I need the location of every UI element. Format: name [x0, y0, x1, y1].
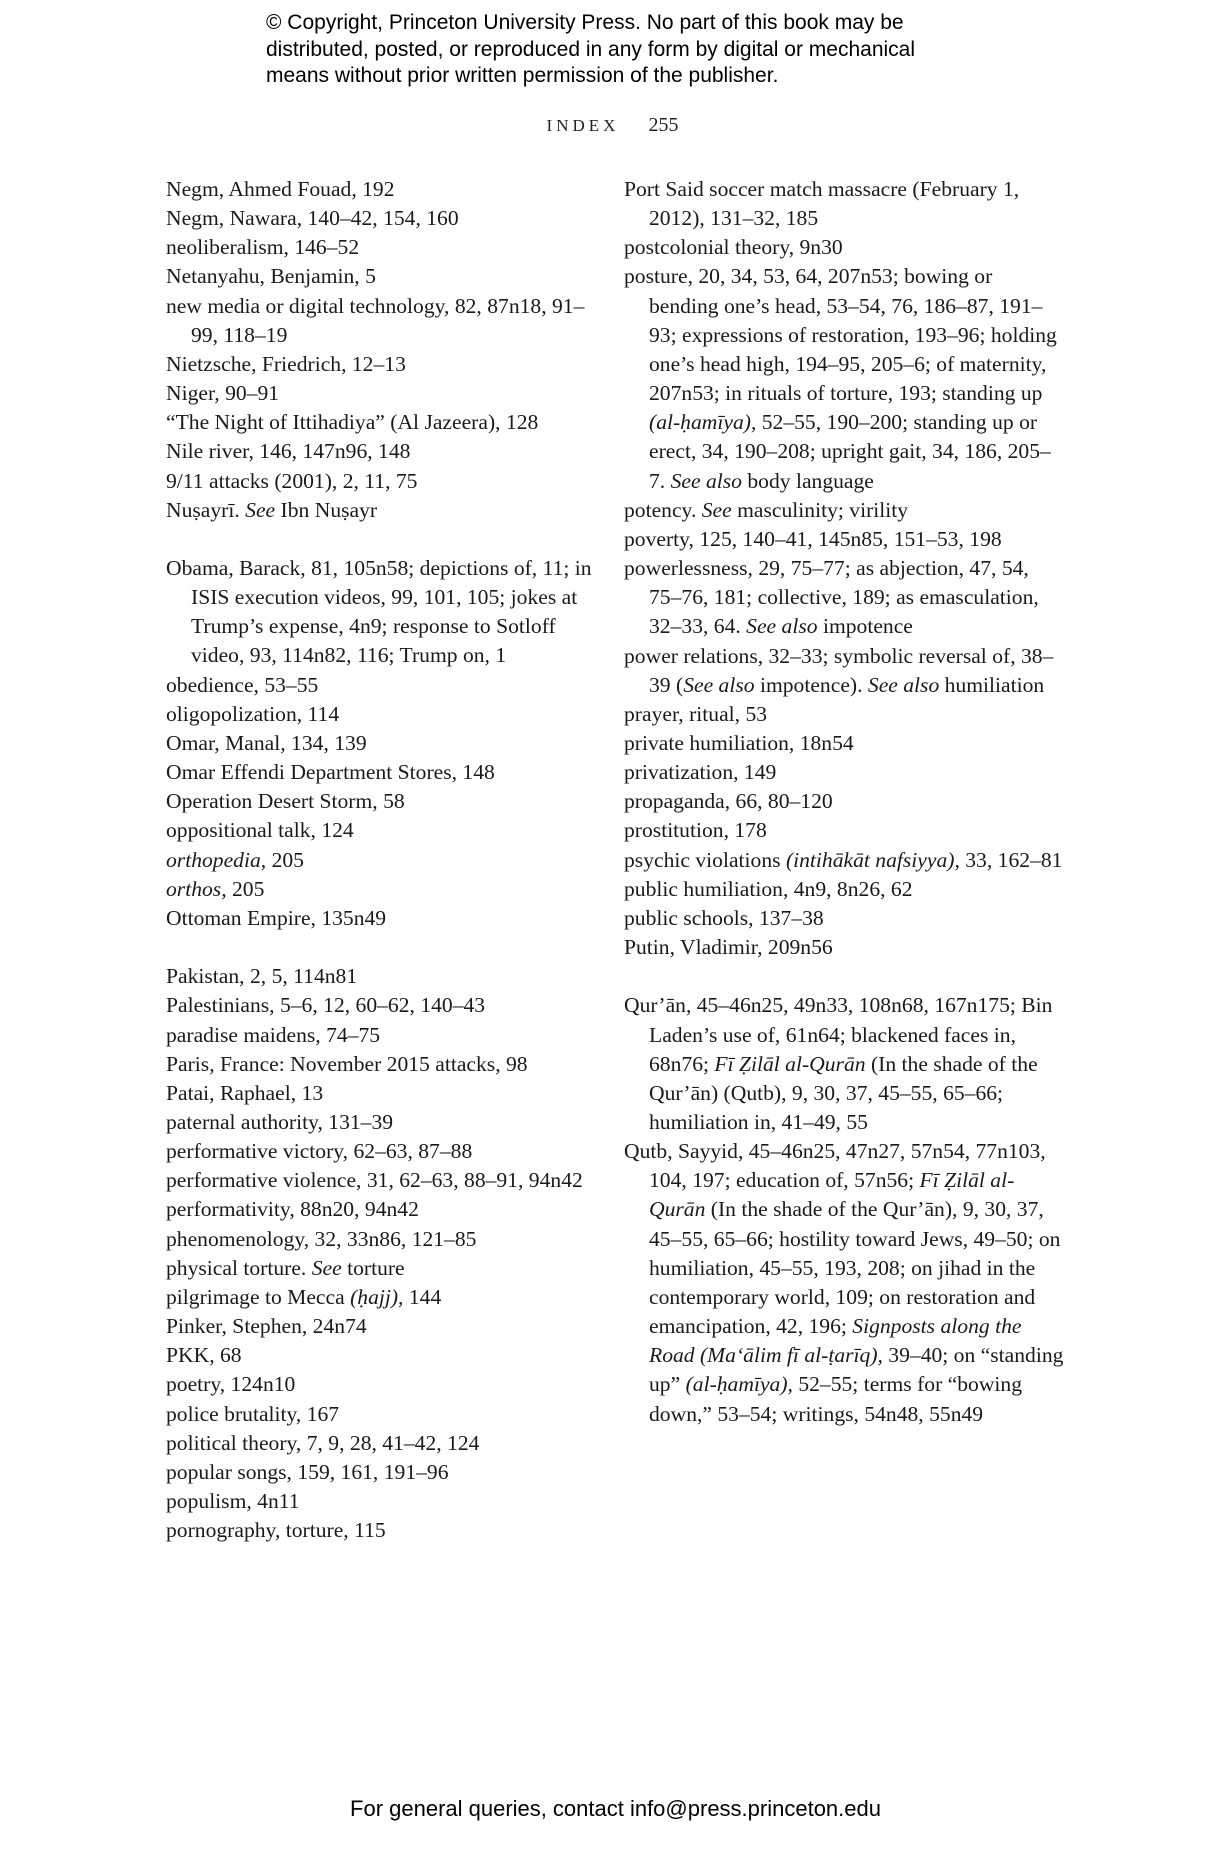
index-entry: poverty, 125, 140–41, 145n85, 151–53, 198	[624, 526, 1002, 551]
index-entry: Negm, Nawara, 140–42, 154, 160	[166, 206, 459, 231]
index-entry: powerlessness, 29, 75–77; as abjection, 47, 54, 75–76, 181; collective, 189; as emasculation, 32–33, 64. See also impotence	[624, 556, 1039, 639]
index-entry: Operation Desert Storm, 58	[166, 789, 405, 814]
index-entry: Nietzsche, Friedrich, 12–13	[166, 351, 406, 376]
index-entry: Paris, France: November 2015 attacks, 98	[166, 1051, 528, 1076]
index-entry: Pakistan, 2, 5, 114n81	[166, 964, 358, 989]
index-entry: posture, 20, 34, 53, 64, 207n53; bowing or bending one’s head, 53–54, 76, 186–87, 191–93; expressions of restoration, 193–96; holding one’s head high, 194–95, 205–6; of maternity, 207n53; in rituals of torture, 193; standing up (al-ḥamīya), 52–55, 190–200; standing up or erect, 34, 190–208; upright gait, 34, 186, 205–7. See also body language	[624, 264, 1057, 493]
index-entry: Nile river, 146, 147n96, 148	[166, 439, 411, 464]
index-entry: phenomenology, 32, 33n86, 121–85	[166, 1226, 477, 1251]
index-entry: obedience, 53–55	[166, 672, 319, 697]
copyright-line: © Copyright, Princeton University Press. No part of this book may be	[266, 11, 904, 34]
index-entry: privatization, 149	[624, 760, 777, 785]
index-entry: propaganda, 66, 80–120	[624, 789, 833, 814]
index-entry: psychic violations (intihākāt nafsiyya), 33, 162–81	[624, 847, 1063, 872]
index-entry: pilgrimage to Mecca (ḥajj), 144	[166, 1284, 442, 1309]
index-entry: new media or digital technology, 82, 87n18, 91–99, 118–19	[166, 293, 585, 347]
index-entry: performative violence, 31, 62–63, 88–91, 94n42	[166, 1168, 583, 1193]
index-entry: private humiliation, 18n54	[624, 730, 854, 755]
index-entry: Negm, Ahmed Fouad, 192	[166, 177, 395, 201]
index-entry: “The Night of Ittihadiya” (Al Jazeera), 128	[166, 410, 539, 435]
index-entry: populism, 4n11	[166, 1489, 300, 1513]
page-number: 255	[648, 114, 679, 136]
index-entry: public humiliation, 4n9, 8n26, 62	[624, 876, 913, 901]
index-entry: performativity, 88n20, 94n42	[166, 1197, 419, 1222]
index-entry: Palestinians, 5–6, 12, 60–62, 140–43	[166, 993, 486, 1018]
index-entry: potency. See masculinity; virility	[624, 497, 909, 522]
index-entry: public schools, 137–38	[624, 905, 824, 930]
index-entry: orthopedia, 205	[166, 847, 304, 872]
index-entry: postcolonial theory, 9n30	[624, 235, 843, 260]
index-entry: Patai, Raphael, 13	[166, 1080, 324, 1105]
footer-contact: contact info@press.princeton.edu	[552, 1796, 881, 1821]
index-entry: prayer, ritual, 53	[624, 701, 768, 726]
index-entry: 9/11 attacks (2001), 2, 11, 75	[166, 468, 418, 493]
index-entry: Pinker, Stephen, 24n74	[166, 1314, 367, 1339]
index-entry: Port Said soccer match massacre (February 1, 2012), 131–32, 185	[624, 177, 1020, 231]
index-entry: Qutb, Sayyid, 45–46n25, 47n27, 57n54, 77n103, 104, 197; education of, 57n56; Fī Ẓilāl al-Qurān (In the shade of the Qur’ān), 9, 30, 37, 45–55, 65–66; hostility toward Jews, 49–50; on humiliation, 45–55, 193, 208; on jihad in the contemporary world, 109; on restoration and emancipation, 42, 196; Signposts along the Road (Maʻālim fī al-ṭarīq), 39–40; on “standing up” (al-ḥamīya), 52–55; terms for “bowing down,” 53–54; writings, 54n48, 55n49	[624, 1139, 1064, 1426]
index-entry: popular songs, 159, 161, 191–96	[166, 1459, 449, 1484]
footer	[0, 1796, 1225, 1822]
running-head-title: INDEX	[546, 116, 620, 135]
index-entry: Nuṣayrī. See Ibn Nuṣayr	[166, 497, 378, 522]
index-entry: paternal authority, 131–39	[166, 1109, 394, 1134]
index-entry: Omar Effendi Department Stores, 148	[166, 760, 495, 785]
copyright-notice	[266, 10, 1026, 90]
index-entry: oppositional talk, 124	[166, 818, 354, 843]
index-entry: Omar, Manal, 134, 139	[166, 730, 367, 755]
footer-prefix: For general queries,	[350, 1796, 547, 1821]
index-entry: Qur’ān, 45–46n25, 49n33, 108n68, 167n175; Bin Laden’s use of, 61n64; blackened faces in, 68n76; Fī Ẓilāl al-Qurān (In the shade of the Qur’ān) (Qutb), 9, 30, 37, 45–55, 65–66; humiliation in, 41–49, 55	[624, 993, 1053, 1134]
index-entry: poetry, 124n10	[166, 1372, 296, 1397]
index-column-right	[624, 175, 1064, 1429]
index-entry: Ottoman Empire, 135n49	[166, 905, 387, 930]
index-entry: Netanyahu, Benjamin, 5	[166, 264, 376, 289]
index-entry: oligopolization, 114	[166, 701, 340, 726]
index-entry: neoliberalism, 146–52	[166, 235, 360, 260]
index-column-left	[166, 175, 596, 1545]
running-head	[0, 114, 1225, 137]
index-entry: Niger, 90–91	[166, 381, 280, 406]
index-entry: physical torture. See torture	[166, 1255, 405, 1280]
index-entry: Obama, Barack, 81, 105n58; depictions of, 11; in ISIS execution videos, 99, 101, 105; jokes at Trump’s expense, 4n9; response to Sotloff video, 93, 114n82, 116; Trump on, 1	[166, 556, 592, 668]
copyright-line: means without prior written permission of the publisher.	[266, 64, 779, 87]
index-entry: pornography, torture, 115	[166, 1518, 386, 1543]
index-entry: orthos, 205	[166, 876, 265, 901]
index-entry: performative victory, 62–63, 87–88	[166, 1139, 473, 1164]
index-entry: PKK, 68	[166, 1343, 242, 1368]
index-entry: police brutality, 167	[166, 1401, 340, 1426]
index-entry: Putin, Vladimir, 209n56	[624, 935, 833, 960]
index-entry: paradise maidens, 74–75	[166, 1022, 381, 1047]
index-entry: prostitution, 178	[624, 818, 767, 843]
copyright-line: distributed, posted, or reproduced in any form by digital or mechanical	[266, 37, 916, 61]
index-entry: political theory, 7, 9, 28, 41–42, 124	[166, 1430, 480, 1455]
index-entry: power relations, 32–33; symbolic reversal of, 38–39 (See also impotence). See also humiliation	[624, 643, 1054, 697]
